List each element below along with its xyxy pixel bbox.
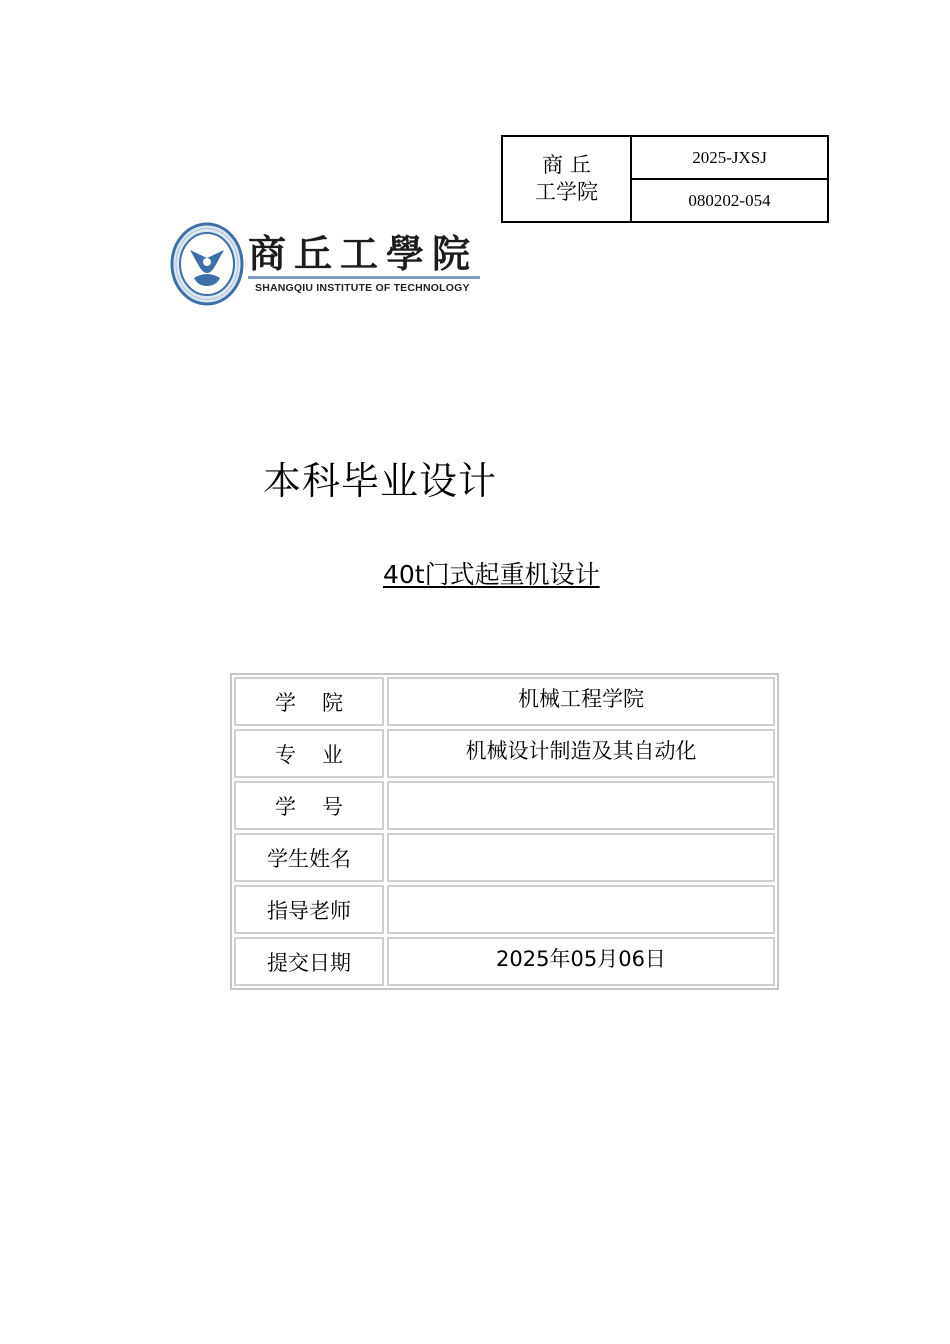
- document-code-2: 080202-054: [688, 190, 771, 210]
- row-value: 2025年05月06日: [387, 937, 775, 986]
- school-logo: [170, 222, 482, 306]
- table-row: [234, 937, 775, 986]
- row-label: 学号: [234, 781, 384, 830]
- row-label: 专业: [234, 729, 384, 778]
- row-value: 机械设计制造及其自动化: [387, 729, 775, 778]
- table-row: [234, 885, 775, 934]
- document-code-box: [501, 135, 829, 223]
- logo-name-cn: 商丘工學院: [248, 231, 479, 276]
- logo-name-en: SHANGQIU INSTITUTE OF TECHNOLOGY: [255, 282, 470, 294]
- row-label: 学生姓名: [234, 833, 384, 882]
- table-row: [234, 677, 775, 726]
- row-value: [387, 833, 775, 882]
- row-value: [387, 781, 775, 830]
- logo-divider: [248, 276, 480, 279]
- school-name-line2: 工学院: [535, 180, 598, 204]
- table-row: [234, 833, 775, 882]
- school-name-line1: 商 丘: [542, 153, 591, 177]
- thesis-title: 40t门式起重机设计: [383, 560, 600, 589]
- info-table: [230, 673, 779, 990]
- row-label: 学院: [234, 677, 384, 726]
- school-seal-icon: [170, 222, 244, 306]
- page-title: 本科毕业设计: [263, 459, 498, 503]
- row-value: [387, 885, 775, 934]
- row-value: 机械工程学院: [387, 677, 775, 726]
- document-code-1: 2025-JXSJ: [632, 137, 827, 180]
- table-row: [234, 729, 775, 778]
- school-name-cell: [503, 137, 632, 221]
- table-row: [234, 781, 775, 830]
- row-label: 指导老师: [234, 885, 384, 934]
- row-label: 提交日期: [234, 937, 384, 986]
